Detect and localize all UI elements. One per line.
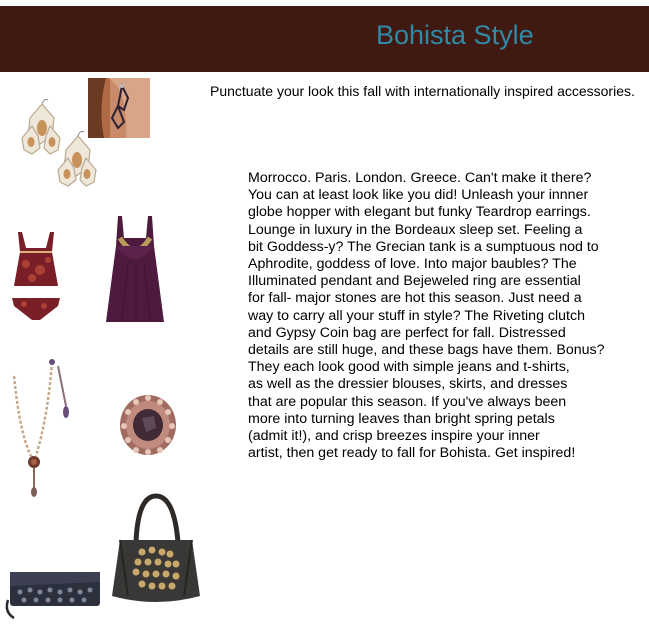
- body-line: more into turning leaves than bright spring petals: [248, 410, 555, 427]
- body-line: for fall- major stones are hot this season. Just need a: [248, 290, 582, 307]
- body-line: You can at least look like you did! Unleash your innner: [248, 187, 589, 204]
- body-line: way to carry all your stuff in style? The Riveting clutch: [248, 307, 585, 324]
- body-line: Morrocco. Paris. London. Greece. Can't make it there?: [248, 170, 592, 186]
- body-line: They each look good with simple jeans and t-shirts,: [248, 359, 570, 376]
- page-title: Bohista Style: [376, 20, 534, 50]
- body-line: as well as the dressier blouses, skirts, and dresses: [248, 376, 568, 393]
- page-header: [0, 6, 649, 72]
- body-line: and Gypsy Coin bag are perfect for fall. Distressed: [248, 324, 566, 341]
- body-line: details are still huge, and these bags have them. Bonus?: [248, 342, 605, 359]
- body-line: Aphrodite, goddess of love. Into major baubles? The: [248, 256, 577, 273]
- body-line: bit Goddess-y? The Grecian tank is a sumptuous nod to: [248, 238, 599, 255]
- body-line: Illuminated pendant and Bejeweled ring are essential: [248, 273, 581, 290]
- body-line: globe hopper with elegant but funky Teardrop earrings.: [248, 204, 591, 221]
- jeweled-ring-icon: [116, 392, 180, 458]
- body-line: Lounge in luxury in the Bordeaux sleep set. Feeling a: [248, 221, 583, 238]
- body-line: that are popular this season. If you've always been: [248, 393, 567, 410]
- body-line: artist, then get ready to fall for Bohista. Get inspired!: [248, 445, 576, 462]
- grecian-tank-icon: [98, 212, 172, 332]
- tagline: Punctuate your look this fall with internationally inspired accessories.: [210, 83, 635, 99]
- body-line: (admit it!), and crisp breezes inspire your inner: [248, 428, 540, 445]
- studded-clutch-icon: [4, 560, 104, 620]
- article-body: [248, 170, 618, 462]
- coin-bag-icon: [108, 492, 204, 608]
- sleep-set-icon: [6, 226, 66, 326]
- earring-model-photo-icon: [88, 78, 150, 138]
- pendant-necklace-icon: [4, 356, 80, 502]
